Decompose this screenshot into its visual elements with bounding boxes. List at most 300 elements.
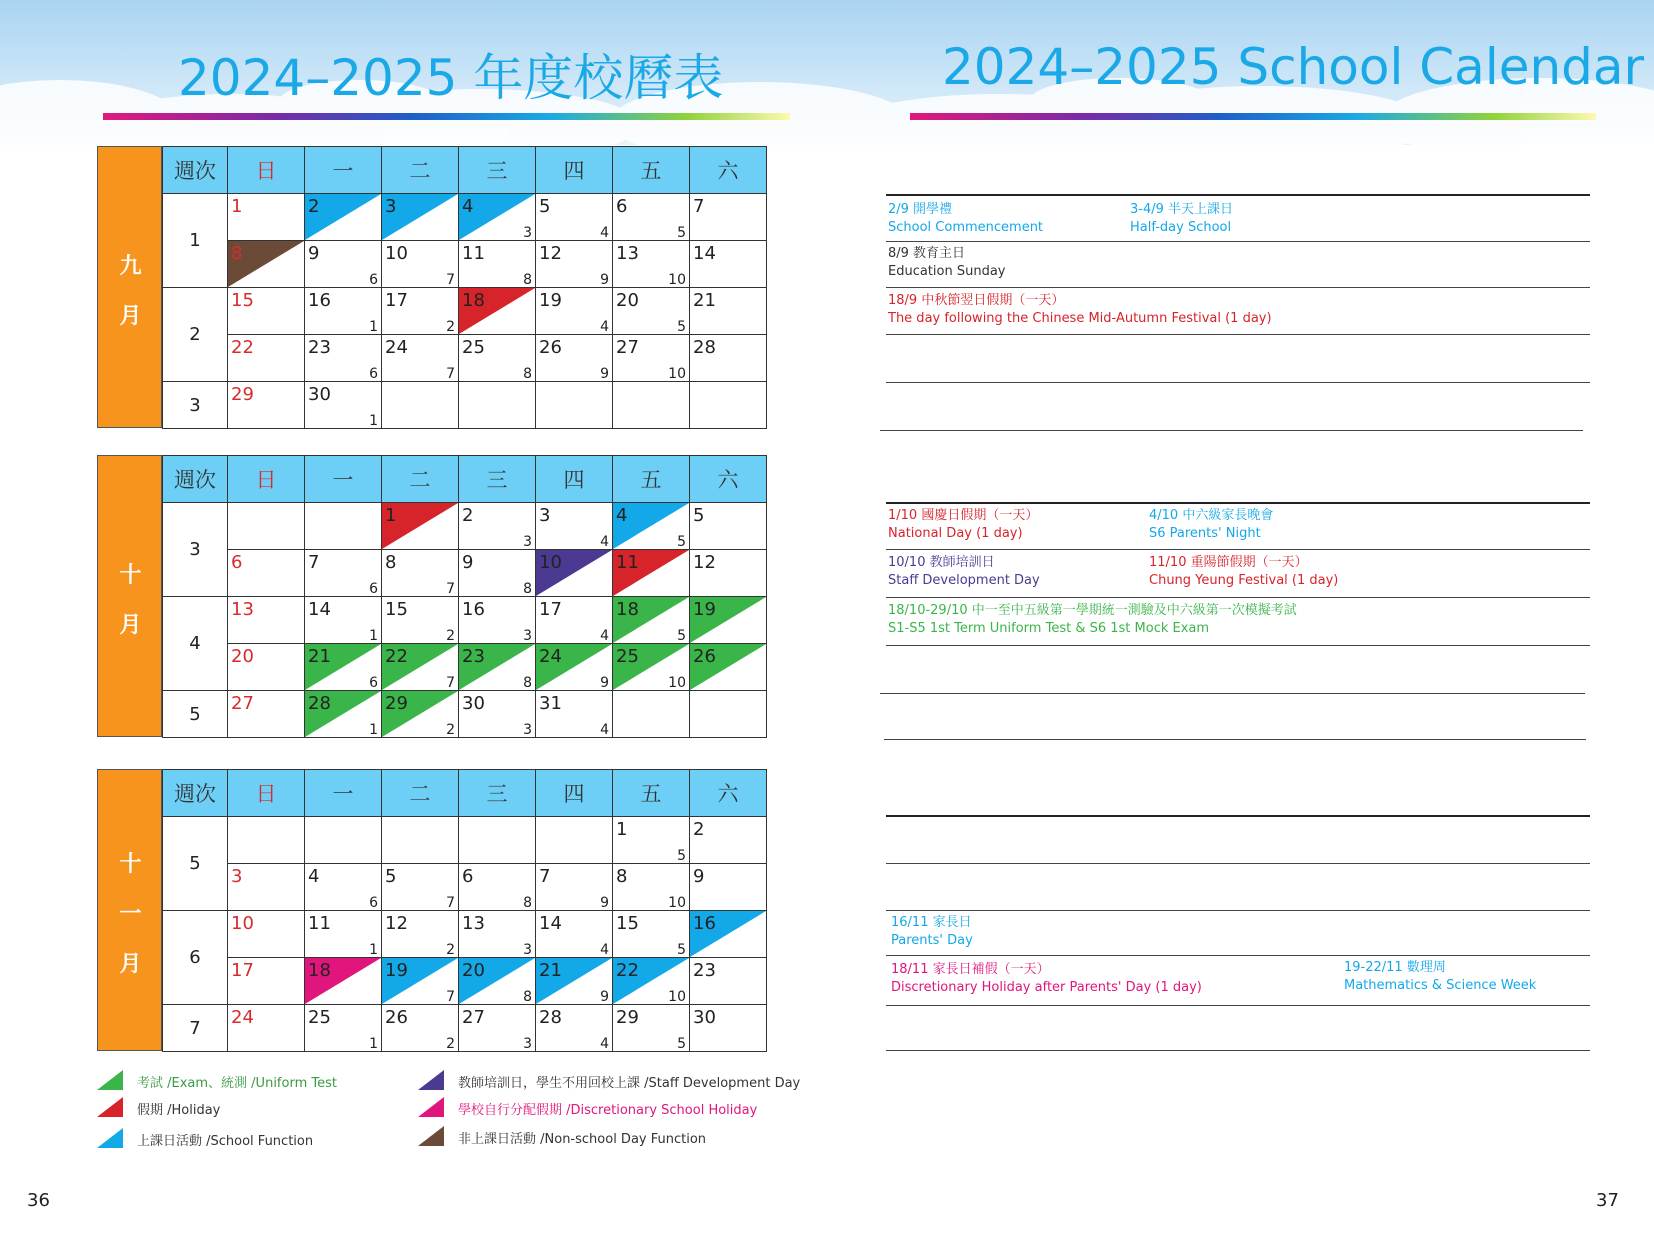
week-row bbox=[163, 335, 767, 382]
legend-swatch-school-function bbox=[97, 1128, 123, 1148]
school-day-number: 6 bbox=[369, 675, 378, 691]
day-number: 28 bbox=[308, 693, 331, 714]
school-day-number: 9 bbox=[600, 895, 609, 911]
school-day-number: 8 bbox=[523, 895, 532, 911]
header-weekday: 六 bbox=[690, 147, 767, 194]
month-calendar bbox=[97, 146, 739, 429]
legend-swatch-staff-day bbox=[418, 1070, 444, 1090]
day-number: 29 bbox=[385, 693, 408, 714]
week-row bbox=[163, 597, 767, 644]
header-weekday: 五 bbox=[613, 147, 690, 194]
day-cell bbox=[305, 503, 382, 550]
event-entry bbox=[888, 292, 1272, 328]
day-cell bbox=[459, 194, 536, 241]
day-cell bbox=[536, 691, 613, 738]
day-cell bbox=[382, 691, 459, 738]
day-cell bbox=[536, 817, 613, 864]
month-label-char: 一 bbox=[119, 902, 142, 927]
day-cell bbox=[228, 817, 305, 864]
event-title-en: Chung Yeung Festival (1 day) bbox=[1149, 573, 1339, 588]
day-number: 30 bbox=[693, 1007, 716, 1028]
event-rule-line bbox=[886, 502, 1590, 504]
school-day-number: 9 bbox=[600, 366, 609, 382]
day-cell bbox=[536, 550, 613, 597]
event-title-zh: 11/10 重陽節假期（一天） bbox=[1149, 555, 1308, 570]
month-label-char: 月 bbox=[119, 304, 142, 329]
school-day-number: 1 bbox=[369, 1036, 378, 1052]
day-number: 4 bbox=[462, 196, 474, 217]
event-rule-line bbox=[884, 739, 1586, 740]
week-number: 6 bbox=[163, 911, 228, 1005]
school-day-number: 1 bbox=[369, 413, 378, 429]
header-weekday: 六 bbox=[690, 456, 767, 503]
day-number: 26 bbox=[539, 337, 562, 358]
day-number: 19 bbox=[693, 599, 716, 620]
day-cell bbox=[613, 382, 690, 429]
day-cell bbox=[613, 911, 690, 958]
day-number: 24 bbox=[231, 1007, 254, 1028]
day-number: 17 bbox=[231, 960, 254, 981]
day-number: 7 bbox=[539, 866, 551, 887]
school-day-number: 4 bbox=[600, 722, 609, 738]
day-cell bbox=[690, 382, 767, 429]
day-cell bbox=[613, 288, 690, 335]
day-cell bbox=[536, 597, 613, 644]
event-entry bbox=[888, 554, 1040, 590]
day-number: 1 bbox=[231, 196, 243, 217]
event-title-zh: 1/10 國慶日假期（一天） bbox=[888, 508, 1039, 523]
event-title-en: Education Sunday bbox=[888, 264, 1006, 279]
week-number: 3 bbox=[163, 382, 228, 429]
day-number: 11 bbox=[616, 552, 639, 573]
day-cell bbox=[613, 817, 690, 864]
day-cell bbox=[459, 1005, 536, 1052]
day-cell bbox=[459, 550, 536, 597]
month-label bbox=[97, 455, 162, 737]
day-cell bbox=[382, 864, 459, 911]
day-number: 1 bbox=[616, 819, 628, 840]
day-cell bbox=[459, 864, 536, 911]
day-number: 2 bbox=[308, 196, 320, 217]
event-entry bbox=[1130, 201, 1233, 237]
header-week: 週次 bbox=[163, 456, 228, 503]
title-underline-left bbox=[103, 113, 790, 120]
header-weekday: 一 bbox=[305, 770, 382, 817]
school-day-number: 7 bbox=[446, 272, 455, 288]
week-row bbox=[163, 550, 767, 597]
day-cell bbox=[536, 382, 613, 429]
school-day-number: 7 bbox=[446, 989, 455, 1005]
day-number: 22 bbox=[385, 646, 408, 667]
day-number: 13 bbox=[616, 243, 639, 264]
event-title-zh: 16/11 家長日 bbox=[891, 915, 972, 930]
header-weekday: 四 bbox=[536, 770, 613, 817]
day-number: 17 bbox=[385, 290, 408, 311]
day-number: 17 bbox=[539, 599, 562, 620]
school-day-number: 10 bbox=[668, 675, 686, 691]
event-rule-line bbox=[886, 382, 1590, 383]
event-entry bbox=[1149, 507, 1273, 543]
day-number: 14 bbox=[308, 599, 331, 620]
event-title-zh: 19-22/11 數理周 bbox=[1344, 960, 1446, 975]
month-label-char: 月 bbox=[119, 613, 142, 638]
day-number: 9 bbox=[462, 552, 474, 573]
legend-swatch-discretionary bbox=[418, 1097, 444, 1117]
day-number: 9 bbox=[308, 243, 320, 264]
day-cell bbox=[459, 817, 536, 864]
day-number: 8 bbox=[231, 243, 243, 264]
day-number: 11 bbox=[462, 243, 485, 264]
day-cell bbox=[382, 911, 459, 958]
day-number: 10 bbox=[539, 552, 562, 573]
day-number: 16 bbox=[693, 913, 716, 934]
event-rule-line bbox=[886, 863, 1590, 864]
legend-label: 學校自行分配假期 /Discretionary School Holiday bbox=[458, 1103, 758, 1118]
day-number: 22 bbox=[231, 337, 254, 358]
school-day-number: 10 bbox=[668, 895, 686, 911]
day-number: 15 bbox=[385, 599, 408, 620]
day-cell bbox=[228, 335, 305, 382]
school-day-number: 5 bbox=[677, 942, 686, 958]
week-row bbox=[163, 503, 767, 550]
day-number: 25 bbox=[308, 1007, 331, 1028]
day-number: 29 bbox=[616, 1007, 639, 1028]
event-rule-line bbox=[886, 910, 1590, 911]
day-cell bbox=[305, 1005, 382, 1052]
day-number: 13 bbox=[231, 599, 254, 620]
day-number: 15 bbox=[616, 913, 639, 934]
day-number: 3 bbox=[231, 866, 243, 887]
school-day-number: 2 bbox=[446, 1036, 455, 1052]
school-day-number: 3 bbox=[523, 225, 532, 241]
header-weekday: 日 bbox=[228, 770, 305, 817]
week-row bbox=[163, 194, 767, 241]
day-cell bbox=[690, 503, 767, 550]
event-rule-line bbox=[886, 955, 1590, 956]
event-title-en: Half-day School bbox=[1130, 220, 1232, 235]
day-number: 5 bbox=[693, 505, 705, 526]
school-day-number: 1 bbox=[369, 722, 378, 738]
day-cell bbox=[690, 691, 767, 738]
legend-label: 非上課日活動 /Non-school Day Function bbox=[458, 1132, 707, 1147]
day-cell bbox=[305, 911, 382, 958]
day-cell bbox=[536, 194, 613, 241]
day-cell bbox=[228, 597, 305, 644]
school-day-number: 9 bbox=[600, 675, 609, 691]
day-cell bbox=[382, 503, 459, 550]
event-entry bbox=[1344, 959, 1536, 995]
day-cell bbox=[536, 864, 613, 911]
calendar-grid bbox=[162, 455, 767, 738]
day-cell bbox=[459, 958, 536, 1005]
day-number: 26 bbox=[385, 1007, 408, 1028]
page-number-right: 37 bbox=[1596, 1190, 1619, 1211]
title-chinese: 2024–2025 年度校曆表 bbox=[178, 49, 724, 107]
day-number: 23 bbox=[693, 960, 716, 981]
day-cell bbox=[459, 288, 536, 335]
event-title-zh: 10/10 教師培訓日 bbox=[888, 555, 995, 570]
day-number: 19 bbox=[385, 960, 408, 981]
event-rule-line bbox=[880, 430, 1583, 431]
day-number: 30 bbox=[462, 693, 485, 714]
day-number: 20 bbox=[462, 960, 485, 981]
day-cell bbox=[382, 958, 459, 1005]
day-cell bbox=[459, 911, 536, 958]
event-rule-line bbox=[886, 815, 1590, 817]
day-number: 16 bbox=[462, 599, 485, 620]
event-rule-line bbox=[880, 693, 1585, 694]
day-number: 15 bbox=[231, 290, 254, 311]
day-cell bbox=[305, 335, 382, 382]
day-number: 24 bbox=[539, 646, 562, 667]
day-cell bbox=[382, 817, 459, 864]
day-cell bbox=[613, 241, 690, 288]
title-english: 2024–2025 School Calendar bbox=[942, 38, 1645, 96]
event-entry bbox=[891, 914, 973, 950]
school-day-number: 3 bbox=[523, 722, 532, 738]
day-number: 12 bbox=[385, 913, 408, 934]
day-number: 27 bbox=[462, 1007, 485, 1028]
day-cell bbox=[305, 241, 382, 288]
day-cell bbox=[536, 1005, 613, 1052]
header-week: 週次 bbox=[163, 770, 228, 817]
day-number: 5 bbox=[385, 866, 397, 887]
day-number: 6 bbox=[231, 552, 243, 573]
school-day-number: 4 bbox=[600, 628, 609, 644]
header-weekday: 四 bbox=[536, 456, 613, 503]
event-title-zh: 18/10-29/10 中一至中五級第一學期統一測驗及中六級第一次模擬考試 bbox=[888, 603, 1297, 618]
event-rule-line bbox=[886, 241, 1590, 242]
event-entry bbox=[888, 201, 1043, 237]
day-cell bbox=[228, 382, 305, 429]
school-day-number: 8 bbox=[523, 581, 532, 597]
day-number: 21 bbox=[308, 646, 331, 667]
school-day-number: 1 bbox=[369, 319, 378, 335]
school-day-number: 1 bbox=[369, 628, 378, 644]
day-cell bbox=[305, 864, 382, 911]
school-day-number: 7 bbox=[446, 366, 455, 382]
day-number: 8 bbox=[616, 866, 628, 887]
event-entry bbox=[888, 245, 1006, 281]
day-number: 10 bbox=[231, 913, 254, 934]
day-number: 18 bbox=[462, 290, 485, 311]
day-number: 20 bbox=[231, 646, 254, 667]
day-cell bbox=[536, 288, 613, 335]
school-day-number: 4 bbox=[600, 942, 609, 958]
week-number: 5 bbox=[163, 817, 228, 911]
header-weekday: 二 bbox=[382, 770, 459, 817]
school-day-number: 5 bbox=[677, 628, 686, 644]
header-week: 週次 bbox=[163, 147, 228, 194]
header-weekday: 日 bbox=[228, 456, 305, 503]
school-day-number: 2 bbox=[446, 942, 455, 958]
day-cell bbox=[690, 958, 767, 1005]
event-title-zh: 4/10 中六級家長晚會 bbox=[1149, 508, 1274, 523]
day-number: 3 bbox=[539, 505, 551, 526]
week-row bbox=[163, 911, 767, 958]
day-cell bbox=[690, 864, 767, 911]
day-cell bbox=[613, 503, 690, 550]
page-number-left: 36 bbox=[27, 1190, 50, 1211]
day-cell bbox=[536, 644, 613, 691]
day-cell bbox=[690, 911, 767, 958]
day-cell bbox=[613, 597, 690, 644]
day-cell bbox=[690, 241, 767, 288]
day-cell bbox=[613, 194, 690, 241]
week-number: 5 bbox=[163, 691, 228, 738]
day-cell bbox=[382, 194, 459, 241]
day-cell bbox=[536, 335, 613, 382]
day-number: 30 bbox=[308, 384, 331, 405]
day-cell bbox=[690, 288, 767, 335]
day-cell bbox=[690, 597, 767, 644]
day-cell bbox=[228, 288, 305, 335]
day-cell bbox=[536, 958, 613, 1005]
week-row bbox=[163, 644, 767, 691]
day-cell bbox=[382, 241, 459, 288]
legend-swatch-holiday bbox=[97, 1097, 123, 1117]
week-row bbox=[163, 382, 767, 429]
event-title-en: Mathematics & Science Week bbox=[1344, 978, 1537, 993]
day-cell bbox=[382, 288, 459, 335]
school-day-number: 8 bbox=[523, 366, 532, 382]
event-title-zh: 3-4/9 半天上課日 bbox=[1130, 202, 1234, 217]
event-entry bbox=[888, 507, 1038, 543]
day-number: 2 bbox=[693, 819, 705, 840]
day-cell bbox=[690, 1005, 767, 1052]
school-day-number: 7 bbox=[446, 675, 455, 691]
day-number: 19 bbox=[539, 290, 562, 311]
school-day-number: 6 bbox=[369, 366, 378, 382]
day-number: 23 bbox=[308, 337, 331, 358]
day-number: 5 bbox=[539, 196, 551, 217]
title-underline-right bbox=[910, 113, 1596, 120]
day-cell bbox=[613, 1005, 690, 1052]
week-row bbox=[163, 958, 767, 1005]
school-day-number: 4 bbox=[600, 1036, 609, 1052]
school-day-number: 3 bbox=[523, 942, 532, 958]
event-rule-line bbox=[886, 645, 1590, 646]
day-number: 2 bbox=[462, 505, 474, 526]
header-weekday: 三 bbox=[459, 147, 536, 194]
event-rule-line bbox=[886, 597, 1590, 598]
day-cell bbox=[228, 911, 305, 958]
week-number: 4 bbox=[163, 597, 228, 691]
event-title-en: S6 Parents' Night bbox=[1149, 526, 1261, 541]
day-number: 22 bbox=[616, 960, 639, 981]
day-cell bbox=[305, 691, 382, 738]
event-rule-line bbox=[886, 549, 1590, 550]
day-cell bbox=[613, 644, 690, 691]
month-label bbox=[97, 769, 162, 1051]
calendar-grid bbox=[162, 769, 767, 1052]
week-row bbox=[163, 288, 767, 335]
school-day-number: 9 bbox=[600, 272, 609, 288]
legend-swatch-exam bbox=[97, 1070, 123, 1090]
day-number: 25 bbox=[462, 337, 485, 358]
week-number: 3 bbox=[163, 503, 228, 597]
day-cell bbox=[228, 241, 305, 288]
day-cell bbox=[382, 597, 459, 644]
day-cell bbox=[305, 958, 382, 1005]
month-label-char: 月 bbox=[119, 952, 142, 977]
school-day-number: 9 bbox=[600, 989, 609, 1005]
week-number: 7 bbox=[163, 1005, 228, 1052]
header-weekday: 三 bbox=[459, 770, 536, 817]
day-cell bbox=[305, 550, 382, 597]
month-label bbox=[97, 146, 162, 428]
school-day-number: 3 bbox=[523, 1036, 532, 1052]
header-weekday: 五 bbox=[613, 456, 690, 503]
school-day-number: 3 bbox=[523, 534, 532, 550]
day-number: 31 bbox=[539, 693, 562, 714]
day-cell bbox=[228, 1005, 305, 1052]
school-day-number: 1 bbox=[369, 942, 378, 958]
day-cell bbox=[690, 644, 767, 691]
legend-label: 上課日活動 /School Function bbox=[137, 1134, 314, 1149]
school-day-number: 7 bbox=[446, 895, 455, 911]
day-number: 13 bbox=[462, 913, 485, 934]
week-row bbox=[163, 817, 767, 864]
day-cell bbox=[459, 691, 536, 738]
event-rule-line bbox=[886, 1005, 1590, 1006]
calendar-grid bbox=[162, 146, 767, 429]
day-cell bbox=[690, 817, 767, 864]
header-weekday: 三 bbox=[459, 456, 536, 503]
event-rule-line bbox=[886, 194, 1590, 196]
event-title-en: Discretionary Holiday after Parents' Day (1 day) bbox=[891, 980, 1202, 995]
day-number: 25 bbox=[616, 646, 639, 667]
day-number: 4 bbox=[308, 866, 320, 887]
month-calendar bbox=[97, 455, 739, 738]
day-cell bbox=[382, 550, 459, 597]
day-number: 24 bbox=[385, 337, 408, 358]
week-row bbox=[163, 241, 767, 288]
school-day-number: 4 bbox=[600, 225, 609, 241]
day-number: 27 bbox=[231, 693, 254, 714]
legend-label: 考試 /Exam、統測 /Uniform Test bbox=[137, 1076, 337, 1091]
school-day-number: 2 bbox=[446, 722, 455, 738]
day-cell bbox=[613, 550, 690, 597]
school-day-number: 5 bbox=[677, 848, 686, 864]
event-rule-line bbox=[886, 287, 1590, 288]
day-number: 21 bbox=[539, 960, 562, 981]
school-day-number: 4 bbox=[600, 534, 609, 550]
day-cell bbox=[690, 194, 767, 241]
day-cell bbox=[690, 550, 767, 597]
day-cell bbox=[613, 335, 690, 382]
event-title-zh: 8/9 教育主日 bbox=[888, 246, 966, 261]
legend-swatch-non-school-function bbox=[418, 1126, 444, 1146]
day-cell bbox=[459, 382, 536, 429]
legend-label: 教師培訓日，學生不用回校上課 /Staff Development Day bbox=[458, 1076, 801, 1091]
header-weekday: 日 bbox=[228, 147, 305, 194]
school-day-number: 5 bbox=[677, 534, 686, 550]
school-day-number: 8 bbox=[523, 989, 532, 1005]
day-number: 7 bbox=[308, 552, 320, 573]
header-weekday: 二 bbox=[382, 147, 459, 194]
day-cell bbox=[228, 194, 305, 241]
event-rule-line bbox=[886, 334, 1590, 335]
event-entry bbox=[891, 961, 1202, 997]
day-number: 12 bbox=[693, 552, 716, 573]
school-day-number: 8 bbox=[523, 675, 532, 691]
day-cell bbox=[613, 691, 690, 738]
day-number: 21 bbox=[693, 290, 716, 311]
school-day-number: 2 bbox=[446, 628, 455, 644]
day-number: 27 bbox=[616, 337, 639, 358]
day-cell bbox=[536, 911, 613, 958]
